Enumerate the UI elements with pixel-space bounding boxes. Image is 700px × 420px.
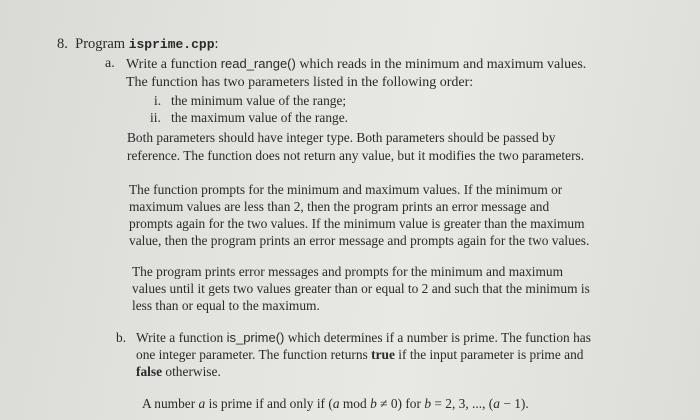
formula-var-a: a: [493, 396, 500, 411]
para3-line1: The program prints error messages and prompts for the minimum and maximum: [132, 264, 564, 279]
formula-var-a: a: [198, 396, 206, 411]
list-item-1-text: the minimum value of the range;: [171, 93, 347, 108]
prime-definition-formula: [142, 396, 529, 412]
question-suffix: :: [214, 36, 219, 52]
formula-text-mod: mod: [342, 396, 367, 411]
formula-var-b: b: [424, 396, 432, 411]
part-b-line2: [136, 347, 583, 363]
part-b-function-name: is_prime(): [226, 330, 285, 345]
part-b-marker: b.: [116, 330, 127, 345]
part-b-line1-post: which determines if a number is prime. The function has: [287, 330, 591, 345]
list-item-2-text: the maximum value of the range.: [171, 110, 348, 125]
part-b-line3: [136, 364, 221, 380]
keyword-true: true: [371, 347, 395, 362]
part-a-line1-post: which reads in the minimum and maximum values.: [299, 57, 587, 72]
part-b-line3-post: otherwise.: [165, 364, 221, 379]
question-heading: [57, 36, 219, 53]
question-number: 8.: [57, 36, 68, 52]
part-a-function-name: read_range(): [220, 56, 296, 71]
keyword-false: false: [136, 364, 163, 379]
part-b-line2-post: if the input parameter is prime and: [398, 347, 584, 362]
question-prefix: Program: [75, 36, 126, 52]
part-a-marker: a.: [105, 56, 115, 71]
para2-line1: The function prompts for the minimum and maximum values. If the minimum or: [129, 182, 563, 197]
formula-text-6: − 1).: [503, 396, 529, 411]
para1-line1: Both parameters should have integer type. Both parameters should be passed by: [127, 130, 556, 145]
para2-line3: prompts again for the two values. If the minimum value is greater than the maximum: [129, 216, 585, 231]
list-item-2-marker: ii.: [150, 110, 161, 125]
part-a-line2: The function has two parameters listed in the following order:: [126, 75, 474, 90]
formula-var-b: b: [370, 396, 377, 411]
part-b-line2-text: one integer parameter. The function returns: [136, 347, 368, 362]
part-a-line1: [126, 56, 586, 73]
part-b-line1-pre: Write a function: [136, 330, 224, 345]
formula-var-a: a: [332, 396, 340, 411]
question-filename: isprime.cpp: [128, 37, 215, 52]
formula-text-4: ≠ 0) for: [380, 396, 421, 411]
para3-line2: values until it gets two values greater than or equal to 2 and such that the minimum is: [132, 281, 590, 296]
para2-line4: value, then the program prints an error message and prompts again for the two values.: [129, 233, 590, 248]
para1-line2: reference. The function does not return any value, but it modifies the two parameters.: [127, 148, 585, 163]
formula-text-5: = 2, 3, ..., (: [434, 396, 494, 411]
part-b-line1: [136, 330, 591, 346]
formula-text-1: A number: [142, 396, 196, 411]
formula-text-2: is prime if and only if (: [208, 396, 333, 411]
list-item-1-marker: i.: [154, 93, 162, 108]
part-a-line1-pre: Write a function: [126, 57, 218, 72]
para3-line3: less than or equal to the maximum.: [132, 298, 320, 313]
para2-line2: maximum values are less than 2, then the program prints an error message and: [129, 199, 550, 214]
